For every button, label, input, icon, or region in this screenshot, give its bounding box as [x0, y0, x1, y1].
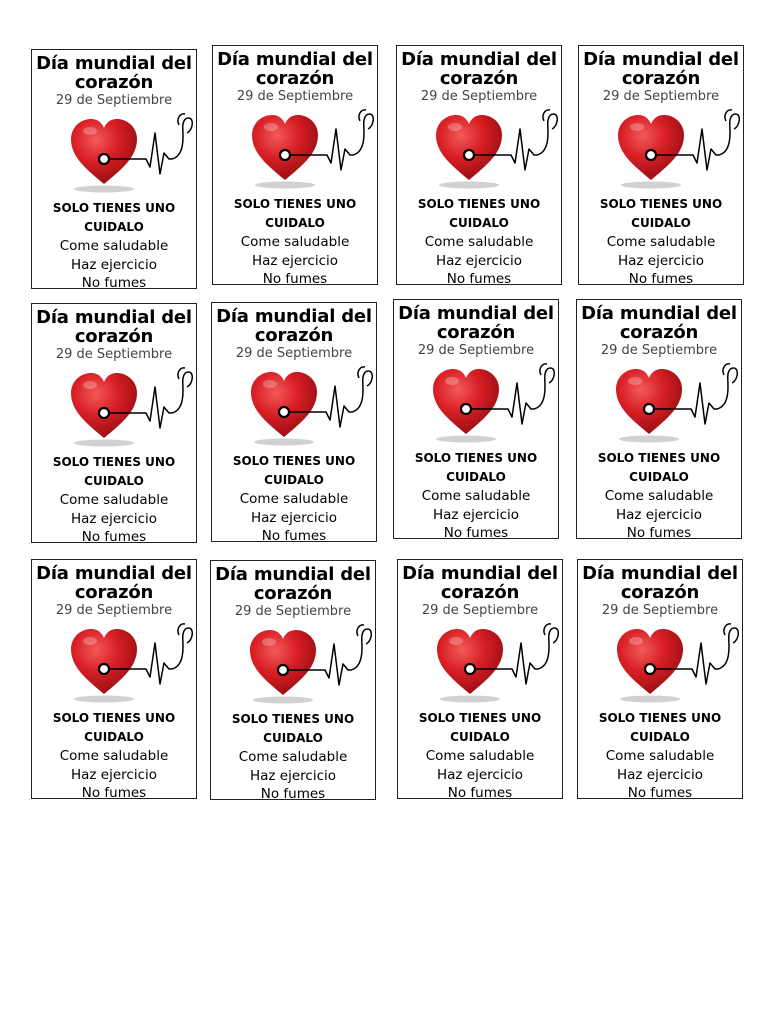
card-tip: Haz ejercicio — [249, 767, 337, 784]
card-title-line-2: corazón — [436, 322, 516, 343]
card-slogan-line-2: CUIDALO — [450, 730, 510, 744]
card-slogan — [213, 195, 377, 233]
heart-stethoscope-icon — [34, 365, 194, 449]
card-title — [211, 565, 375, 603]
heart-stethoscope-icon — [396, 361, 556, 445]
card-title-line-1: Día mundial del — [217, 49, 373, 70]
card-title-line-1: Día mundial del — [216, 306, 372, 327]
card-tip: Haz ejercicio — [432, 506, 520, 523]
card-slogan-line-2: CUIDALO — [84, 220, 144, 234]
card-tip: No fumes — [260, 786, 326, 802]
heart-day-card — [397, 559, 563, 799]
card-slogan-line-2: CUIDALO — [630, 730, 690, 744]
heart-day-card — [212, 45, 378, 285]
card-title-line-2: corazón — [74, 326, 154, 347]
card-tip: No fumes — [261, 528, 327, 544]
card-slogan-line-1: SOLO TIENES UNO — [52, 201, 176, 215]
card-slogan-line-1: SOLO TIENES UNO — [598, 711, 722, 725]
card-tip: Haz ejercicio — [250, 509, 338, 526]
card-slogan — [32, 453, 196, 491]
card-slogan-line-2: CUIDALO — [265, 216, 325, 230]
card-date: 29 de Septiembre — [55, 347, 173, 362]
card-title — [394, 304, 558, 342]
card-slogan-line-1: SOLO TIENES UNO — [599, 197, 723, 211]
card-title-line-1: Día mundial del — [583, 49, 739, 70]
heart-day-card — [31, 303, 197, 543]
card-tip: No fumes — [81, 785, 147, 801]
card-date: 29 de Septiembre — [234, 604, 352, 619]
card-date: 29 de Septiembre — [55, 93, 173, 108]
card-tip: No fumes — [627, 785, 693, 801]
card-title-line-1: Día mundial del — [36, 53, 192, 74]
card-date: 29 de Septiembre — [236, 89, 354, 104]
card-title-line-1: Día mundial del — [36, 563, 192, 584]
card-slogan — [398, 709, 562, 747]
card-date: 29 de Septiembre — [55, 603, 173, 618]
card-date: 29 de Septiembre — [417, 343, 535, 358]
card-tip: Haz ejercicio — [616, 766, 704, 783]
card-tip: Come saludable — [59, 492, 169, 508]
card-date: 29 de Septiembre — [235, 346, 353, 361]
card-slogan — [397, 195, 561, 233]
card-title-line-2: corazón — [255, 68, 335, 89]
heart-stethoscope-icon — [34, 621, 194, 705]
card-title — [212, 307, 376, 345]
heart-stethoscope-icon — [579, 361, 739, 445]
card-slogan — [212, 452, 376, 490]
card-slogan — [211, 710, 375, 748]
heart-day-card — [578, 45, 744, 285]
card-slogan-line-2: CUIDALO — [449, 216, 509, 230]
card-slogan — [577, 449, 741, 487]
card-title — [32, 54, 196, 92]
card-tip: No fumes — [447, 785, 513, 801]
card-tip: Come saludable — [424, 234, 534, 250]
heart-stethoscope-icon — [581, 107, 741, 191]
card-slogan-line-1: SOLO TIENES UNO — [231, 712, 355, 726]
heart-stethoscope-icon — [215, 107, 375, 191]
card-slogan-line-1: SOLO TIENES UNO — [417, 197, 541, 211]
heart-stethoscope-icon — [213, 622, 373, 706]
card-tip: Haz ejercicio — [70, 510, 158, 527]
card-tip: Come saludable — [425, 748, 535, 764]
card-tip: Come saludable — [605, 748, 715, 764]
card-slogan-line-2: CUIDALO — [84, 474, 144, 488]
card-title-line-2: corazón — [440, 582, 520, 603]
card-tip: No fumes — [81, 275, 147, 291]
card-title-line-2: corazón — [74, 582, 154, 603]
card-slogan — [578, 709, 742, 747]
card-title-line-2: corazón — [439, 68, 519, 89]
card-title-line-1: Día mundial del — [582, 563, 738, 584]
card-slogan-line-2: CUIDALO — [631, 216, 691, 230]
card-slogan — [579, 195, 743, 233]
card-title — [32, 564, 196, 602]
card-title-line-1: Día mundial del — [398, 303, 554, 324]
card-tip: No fumes — [443, 525, 509, 541]
card-tip: Haz ejercicio — [615, 506, 703, 523]
card-title-line-2: corazón — [254, 325, 334, 346]
card-title-line-2: corazón — [619, 322, 699, 343]
heart-stethoscope-icon — [400, 621, 560, 705]
card-title — [32, 308, 196, 346]
heart-day-card — [31, 559, 197, 799]
card-date: 29 de Septiembre — [421, 603, 539, 618]
card-tip: Come saludable — [59, 238, 169, 254]
card-tip: Come saludable — [421, 488, 531, 504]
heart-day-card — [211, 302, 377, 542]
heart-day-card — [210, 560, 376, 800]
card-title — [213, 50, 377, 88]
heart-stethoscope-icon — [580, 621, 740, 705]
heart-day-card — [577, 559, 743, 799]
card-slogan-line-2: CUIDALO — [264, 473, 324, 487]
card-slogan — [32, 709, 196, 747]
card-title-line-2: corazón — [74, 72, 154, 93]
card-title-line-2: corazón — [620, 582, 700, 603]
card-title-line-2: corazón — [621, 68, 701, 89]
card-tip: Come saludable — [238, 749, 348, 765]
card-tip: No fumes — [626, 525, 692, 541]
card-title — [577, 304, 741, 342]
card-date: 29 de Septiembre — [602, 89, 720, 104]
card-title — [578, 564, 742, 602]
card-tip: Haz ejercicio — [70, 256, 158, 273]
card-slogan-line-1: SOLO TIENES UNO — [418, 711, 542, 725]
card-slogan — [32, 199, 196, 237]
card-title-line-2: corazón — [253, 583, 333, 604]
heart-stethoscope-icon — [34, 111, 194, 195]
card-title — [398, 564, 562, 602]
heart-day-card — [393, 299, 559, 539]
card-tip: No fumes — [262, 271, 328, 287]
heart-day-card — [576, 299, 742, 539]
card-slogan-line-2: CUIDALO — [263, 731, 323, 745]
card-tip: Haz ejercicio — [70, 766, 158, 783]
card-date: 29 de Septiembre — [600, 343, 718, 358]
heart-stethoscope-icon — [214, 364, 374, 448]
heart-stethoscope-icon — [399, 107, 559, 191]
card-slogan-line-2: CUIDALO — [446, 470, 506, 484]
card-title-line-1: Día mundial del — [36, 307, 192, 328]
card-slogan-line-1: SOLO TIENES UNO — [233, 197, 357, 211]
heart-day-card — [31, 49, 197, 289]
card-title — [579, 50, 743, 88]
card-slogan-line-1: SOLO TIENES UNO — [414, 451, 538, 465]
card-tip: No fumes — [446, 271, 512, 287]
card-tip: Come saludable — [59, 748, 169, 764]
card-slogan-line-1: SOLO TIENES UNO — [597, 451, 721, 465]
card-slogan-line-1: SOLO TIENES UNO — [52, 455, 176, 469]
card-date: 29 de Septiembre — [420, 89, 538, 104]
card-tip: Haz ejercicio — [617, 252, 705, 269]
card-title — [397, 50, 561, 88]
heart-day-card — [396, 45, 562, 285]
card-slogan-line-2: CUIDALO — [629, 470, 689, 484]
card-slogan-line-2: CUIDALO — [84, 730, 144, 744]
card-tip: No fumes — [628, 271, 694, 287]
card-tip: Haz ejercicio — [436, 766, 524, 783]
card-date: 29 de Septiembre — [601, 603, 719, 618]
card-tip: Come saludable — [604, 488, 714, 504]
card-tip: Come saludable — [606, 234, 716, 250]
card-tip: Haz ejercicio — [435, 252, 523, 269]
card-slogan — [394, 449, 558, 487]
card-tip: No fumes — [81, 529, 147, 545]
card-title-line-1: Día mundial del — [401, 49, 557, 70]
card-title-line-1: Día mundial del — [215, 564, 371, 585]
card-tip: Come saludable — [240, 234, 350, 250]
card-title-line-1: Día mundial del — [581, 303, 737, 324]
card-title-line-1: Día mundial del — [402, 563, 558, 584]
card-slogan-line-1: SOLO TIENES UNO — [52, 711, 176, 725]
card-tip: Come saludable — [239, 491, 349, 507]
card-slogan-line-1: SOLO TIENES UNO — [232, 454, 356, 468]
card-tip: Haz ejercicio — [251, 252, 339, 269]
